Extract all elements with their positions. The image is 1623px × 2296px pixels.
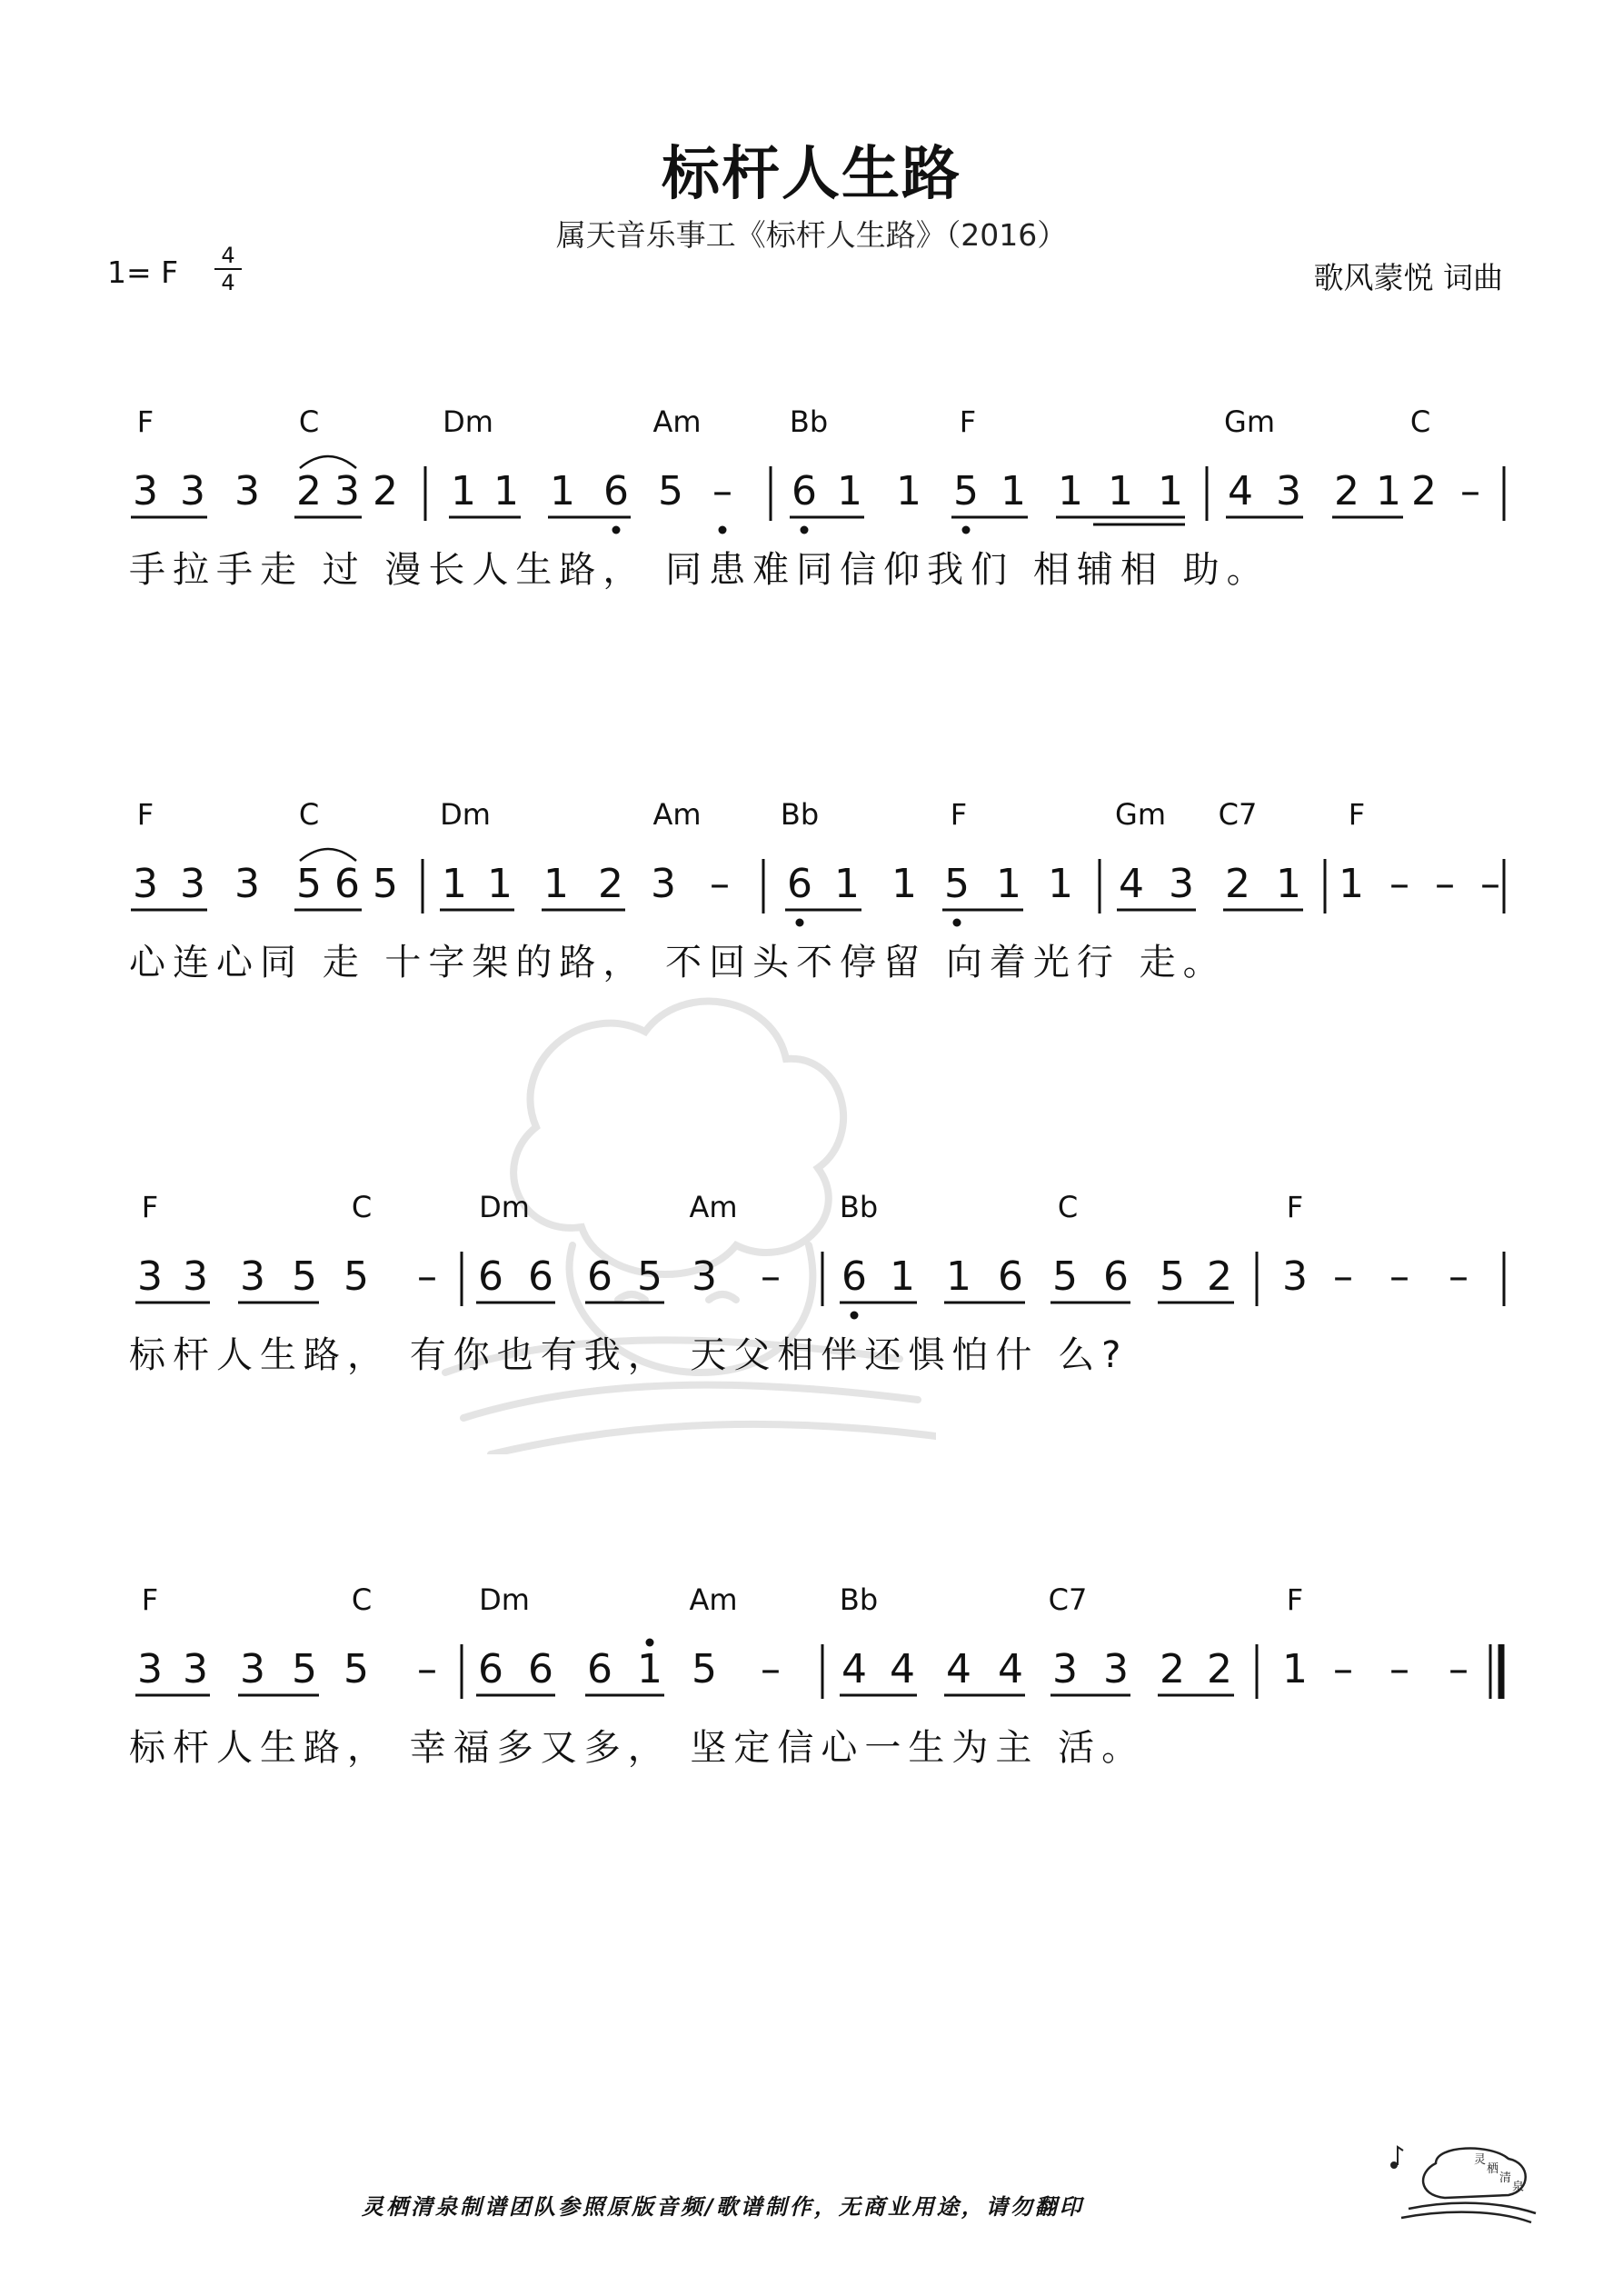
note-numeral: 4 [890, 1646, 915, 1692]
note-numeral: 6 [603, 468, 629, 514]
note-numeral: 2 [1160, 1646, 1185, 1692]
note-numeral: 3 [137, 1253, 163, 1300]
slur-mark [300, 456, 356, 468]
key-signature: 1= F [107, 255, 179, 290]
logo-icon [1381, 2136, 1545, 2227]
octave-dot [953, 919, 961, 927]
note-numeral: 2 [1207, 1253, 1232, 1300]
note-numeral: 5 [373, 861, 398, 907]
chord-symbol: Bb [789, 404, 829, 439]
dash-extension: – [761, 1646, 781, 1692]
dash-extension: – [1389, 861, 1409, 907]
note-numeral: 5 [344, 1253, 369, 1300]
note-numeral: 3 [180, 861, 205, 907]
chord-symbol: C [1057, 1190, 1079, 1224]
logo-char-3: 清 [1499, 2171, 1512, 2185]
note-numeral: 4 [998, 1646, 1023, 1692]
note-numeral: 6 [478, 1253, 503, 1300]
note-numeral: 5 [944, 861, 970, 907]
note-numeral: 3 [1169, 861, 1194, 907]
note-numeral: 6 [587, 1646, 612, 1692]
note-numeral: 1 [442, 861, 467, 907]
note-numeral: 2 [1411, 468, 1437, 514]
logo-char-4: 泉 [1512, 2181, 1525, 2194]
note-numeral: 3 [183, 1253, 208, 1300]
note-numeral: 5 [692, 1646, 717, 1692]
dash-extension: – [1449, 1646, 1469, 1692]
note-numeral: 6 [334, 861, 360, 907]
lyrics-line: 标杆人生路， 有你也有我， 天父相伴还惧怕什 么? [129, 1334, 1129, 1376]
logo-char-2: 栖 [1487, 2162, 1499, 2176]
note-numeral: 6 [478, 1646, 503, 1692]
note-numeral: 2 [1334, 468, 1359, 514]
composer-credit: 歌风蒙悦 词曲 [1313, 260, 1503, 295]
note-numeral: 5 [296, 861, 322, 907]
slur-mark [300, 849, 356, 861]
note-numeral: 1 [1048, 861, 1073, 907]
dash-extension: – [1435, 861, 1455, 907]
note-numeral: 3 [137, 1646, 163, 1692]
note-numeral: 5 [637, 1253, 662, 1300]
note-numeral: 1 [837, 468, 862, 514]
note-numeral: 2 [1225, 861, 1250, 907]
footer-notice: 灵栖清泉制谱团队参照原版音频/歌谱制作，无商业用途，请勿翻印 [362, 2194, 1084, 2220]
lyrics-line: 手拉手走 过 漫长人生路， 同患难同信仰我们 相辅相 助。 [129, 549, 1270, 591]
note-numeral: 1 [550, 468, 575, 514]
octave-dot [801, 526, 809, 534]
chord-symbol: Am [652, 404, 702, 439]
dash-extension: – [1389, 1646, 1409, 1692]
chord-symbol: Dm [479, 1190, 530, 1224]
chord-symbol: Am [689, 1190, 738, 1224]
dash-extension: – [710, 861, 730, 907]
lyrics-line: 心连心同 走 十字架的路， 不回头不停留 向着光行 走。 [129, 942, 1227, 983]
note-numeral: 5 [1052, 1253, 1078, 1300]
octave-dot [646, 1639, 654, 1647]
chord-symbol: Bb [839, 1582, 879, 1617]
note-numeral: 6 [1103, 1253, 1129, 1300]
note-numeral: 1 [891, 861, 917, 907]
chord-symbol: C7 [1218, 797, 1258, 832]
note-numeral: 6 [792, 468, 817, 514]
note-numeral: 1 [890, 1253, 915, 1300]
chord-symbol: F [1286, 1190, 1304, 1224]
note-numeral: 5 [658, 468, 683, 514]
dash-extension: – [712, 468, 732, 514]
note-numeral: 6 [841, 1253, 867, 1300]
note-numeral: 2 [1207, 1646, 1232, 1692]
time-signature-bottom: 4 [221, 270, 235, 295]
note-numeral: 1 [493, 468, 519, 514]
note-numeral: 3 [133, 861, 158, 907]
chord-symbol: C [298, 404, 320, 439]
dash-extension: – [417, 1646, 437, 1692]
note-numeral: 3 [180, 468, 205, 514]
note-numeral: 3 [183, 1646, 208, 1692]
note-numeral: 1 [1158, 468, 1183, 514]
note-numeral: 6 [528, 1646, 553, 1692]
note-numeral: 5 [292, 1253, 317, 1300]
dash-extension: – [1480, 861, 1500, 907]
chord-symbol: Dm [479, 1582, 530, 1617]
note-numeral: 6 [998, 1253, 1023, 1300]
note-numeral: 1 [834, 861, 860, 907]
note-numeral: 6 [587, 1253, 612, 1300]
logo-char-1: 灵 [1474, 2153, 1487, 2167]
note-numeral: 5 [953, 468, 979, 514]
note-numeral: 3 [240, 1253, 265, 1300]
note-numeral: 1 [896, 468, 921, 514]
note-numeral: 2 [373, 468, 398, 514]
chord-symbol: F [950, 797, 968, 832]
chord-symbol: Bb [780, 797, 820, 832]
note-numeral: 1 [637, 1646, 662, 1692]
note-numeral: 3 [1103, 1646, 1129, 1692]
note-numeral: 2 [598, 861, 623, 907]
dash-extension: – [1389, 1253, 1409, 1300]
note-numeral: 3 [692, 1253, 717, 1300]
octave-dot [612, 526, 621, 534]
note-numeral: 1 [1282, 1646, 1308, 1692]
chord-symbol: F [1286, 1582, 1304, 1617]
chord-symbol: F [1348, 797, 1366, 832]
octave-dot [719, 526, 727, 534]
note-numeral: 4 [1228, 468, 1253, 514]
chord-symbol: F [141, 1190, 159, 1224]
note-numeral: 4 [841, 1646, 867, 1692]
note-numeral: 5 [292, 1646, 317, 1692]
note-numeral: 4 [1119, 861, 1144, 907]
note-numeral: 3 [133, 468, 158, 514]
note-numeral: 3 [234, 468, 260, 514]
note-numeral: 1 [451, 468, 476, 514]
note-numeral: 1 [1058, 468, 1083, 514]
note-numeral: 3 [1282, 1253, 1308, 1300]
note-numeral: 1 [996, 861, 1021, 907]
note-numeral: 1 [946, 1253, 971, 1300]
note-numeral: 1 [487, 861, 513, 907]
lyrics-line: 标杆人生路， 幸福多又多， 坚定信心一生为主 活。 [129, 1727, 1146, 1769]
note-numeral: 1 [1108, 468, 1133, 514]
chord-symbol: Gm [1224, 404, 1275, 439]
chord-symbol: Gm [1115, 797, 1166, 832]
note-numeral: 1 [1276, 861, 1301, 907]
dash-extension: – [1333, 1646, 1353, 1692]
note-numeral: 3 [240, 1646, 265, 1692]
dash-extension: – [1333, 1253, 1353, 1300]
note-numeral: 3 [334, 468, 360, 514]
chord-symbol: F [136, 797, 154, 832]
chord-symbol: C7 [1048, 1582, 1088, 1617]
song-subtitle: 属天音乐事工《标杆人生路》（2016） [555, 217, 1068, 253]
note-numeral: 3 [1276, 468, 1301, 514]
chord-symbol: F [141, 1582, 159, 1617]
note-numeral: 5 [344, 1646, 369, 1692]
chord-symbol: Am [652, 797, 702, 832]
note-numeral: 1 [1376, 468, 1401, 514]
time-signature-top: 4 [221, 243, 235, 268]
note-numeral: 1 [1339, 861, 1364, 907]
chord-symbol: C [298, 797, 320, 832]
chord-symbol: F [959, 404, 977, 439]
note-numeral: 3 [234, 861, 260, 907]
note-numeral: 1 [543, 861, 569, 907]
note-numeral: 5 [1160, 1253, 1185, 1300]
note-numeral: 3 [651, 861, 676, 907]
note-numeral: 4 [946, 1646, 971, 1692]
octave-dot [962, 526, 971, 534]
note-numeral: 2 [296, 468, 322, 514]
chord-symbol: Dm [443, 404, 493, 439]
dash-extension: – [1449, 1253, 1469, 1300]
note-numeral: 6 [787, 861, 812, 907]
chord-symbol: Dm [440, 797, 491, 832]
chord-symbol: Bb [839, 1190, 879, 1224]
dash-extension: – [417, 1253, 437, 1300]
octave-dot [851, 1312, 859, 1320]
dash-extension: – [1460, 468, 1480, 514]
chord-symbol: C [351, 1190, 373, 1224]
note-numeral: 1 [1001, 468, 1026, 514]
octave-dot [796, 919, 804, 927]
song-title: 标杆人生路 [662, 141, 961, 208]
chord-symbol: C [351, 1582, 373, 1617]
note-numeral: 6 [528, 1253, 553, 1300]
dash-extension: – [761, 1253, 781, 1300]
chord-symbol: Am [689, 1582, 738, 1617]
chord-symbol: C [1409, 404, 1431, 439]
chord-symbol: F [136, 404, 154, 439]
note-numeral: 3 [1052, 1646, 1078, 1692]
